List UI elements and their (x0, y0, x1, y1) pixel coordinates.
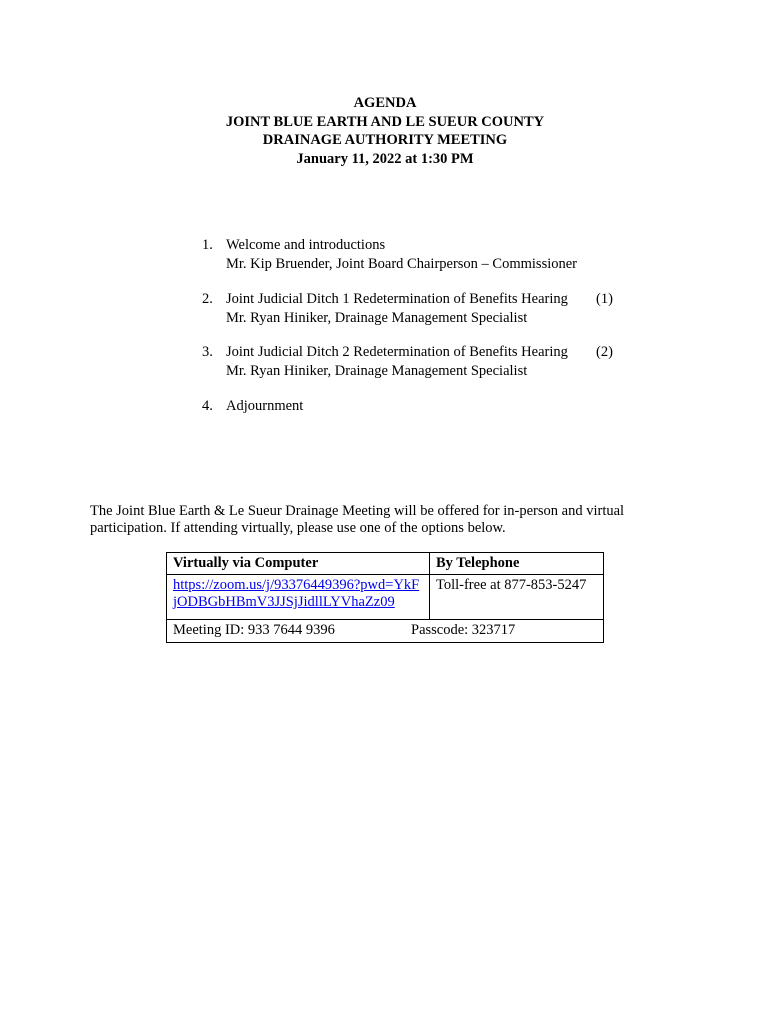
agenda-header (0, 94, 770, 168)
zoom-link-cell (167, 575, 430, 620)
meeting-options-table (166, 552, 604, 643)
item-presenter: Mr. Ryan Hiniker, Drainage Management Specialist (226, 362, 528, 379)
meeting-id: Meeting ID: 933 7644 9396 (173, 622, 335, 638)
header-date: January 11, 2022 at 1:30 PM (296, 150, 474, 167)
phone-number: Toll-free at 877-853-5247 (430, 575, 604, 620)
agenda-item-2 (202, 290, 613, 327)
column-header-computer: Virtually via Computer (167, 553, 430, 575)
item-presenter: Mr. Ryan Hiniker, Drainage Management Specialist (226, 309, 528, 326)
passcode: Passcode: 323717 (411, 622, 516, 638)
item-number: 3. (202, 344, 213, 360)
column-header-telephone: By Telephone (430, 553, 604, 575)
meeting-credentials-cell (167, 620, 604, 643)
agenda-item-4 (202, 397, 303, 416)
item-reference: (2) (596, 344, 613, 360)
item-number: 1. (202, 237, 213, 253)
item-title: Joint Judicial Ditch 1 Redetermination of Benefits Hearing (226, 291, 568, 307)
item-number: 2. (202, 291, 213, 307)
item-presenter: Mr. Kip Bruender, Joint Board Chairperson – Commissioner (226, 255, 578, 272)
header-meeting: DRAINAGE AUTHORITY MEETING (262, 132, 508, 148)
item-title: Adjournment (226, 398, 304, 414)
agenda-item-1 (202, 236, 577, 273)
zoom-link[interactable]: https://zoom.us/j/93376449396?pwd=YkFjODBGbHBmV3JJSjJidllLYVhaZz09 (173, 577, 420, 610)
item-title: Welcome and introductions (226, 237, 386, 253)
item-reference: (1) (596, 291, 613, 307)
header-org: JOINT BLUE EARTH AND LE SUEUR COUNTY (225, 113, 545, 130)
agenda-item-3 (202, 343, 613, 380)
item-title: Joint Judicial Ditch 2 Redetermination of Benefits Hearing (226, 344, 568, 360)
item-number: 4. (202, 398, 213, 414)
participation-intro: The Joint Blue Earth & Le Sueur Drainage Meeting will be offered for in-person and virtual participation. If attending virtually, please use one of the options below. (90, 503, 625, 536)
header-title: AGENDA (353, 95, 417, 111)
